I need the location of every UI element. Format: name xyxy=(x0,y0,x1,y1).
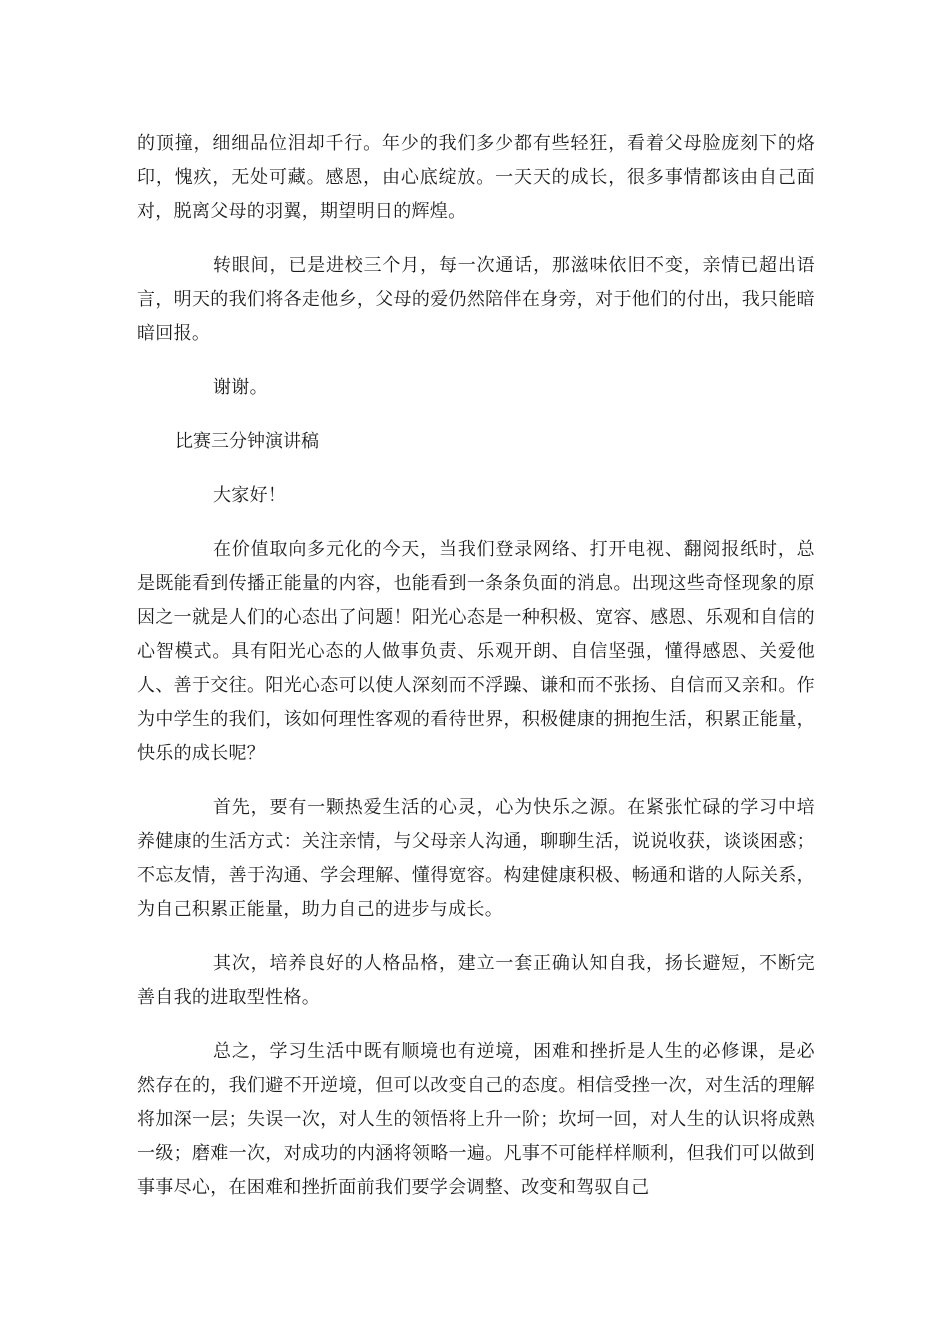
paragraph-first: 首先，要有一颗热爱生活的心灵，心为快乐之源。在紧张忙碌的学习中培养健康的生活方式：关注亲情，与父母亲人沟通，聊聊生活，说说收获，谈谈困惑；不忘友情，善于沟通、学会理解、懂得宽容。构建健康积极、畅通和谐的人际关系，为自己积累正能量，助力自己的进步与成长。 xyxy=(137,797,815,920)
paragraph-greeting: 大家好！ xyxy=(213,485,287,506)
paragraph-thanks: 谢谢。 xyxy=(213,377,268,398)
paragraph-second: 其次，培养良好的人格品格，建立一套正确认知自我，扬长避短，不断完善自我的进取型性格。 xyxy=(137,953,815,1008)
paragraph-sunny-mindset: 在价值取向多元化的今天，当我们登录网络、打开电视、翻阅报纸时，总是既能看到传播正能量的内容，也能看到一条条负面的消息。出现这些奇怪现象的原因之一就是人们的心态出了问题！阳光心态是一种积极、宽容、感恩、乐观和自信的心智模式。具有阳光心态的人做事负责、乐观开朗、自信坚强，懂得感恩、关爱他人、善于交往。阳光心态可以使人深刻而不浮躁、谦和而不张扬、自信而又亲和。作为中学生的我们，该如何理性客观的看待世界，积极健康的拥抱生活，积累正能量，快乐的成长呢？ xyxy=(137,539,815,764)
speech-title: 比赛三分钟演讲稿 xyxy=(175,431,319,452)
paragraph-conclusion: 总之，学习生活中既有顺境也有逆境，困难和挫折是人生的必修课，是必然存在的，我们避不开逆境，但可以改变自己的态度。相信受挫一次，对生活的理解将加深一层；失误一次，对人生的领悟将上升一阶；坎坷一回，对人生的认识将成熟一级；磨难一次，对成功的内涵将领略一遍。凡事不可能样样顺利，但我们可以做到事事尽心，在困难和挫折面前我们要学会调整、改变和驾驭自己 xyxy=(137,1041,815,1198)
paragraph-parents-love: 转眼间，已是进校三个月，每一次通话，那滋味依旧不变，亲情已超出语言，明天的我们将各走他乡，父母的爱仍然陪伴在身旁，对于他们的付出，我只能暗暗回报。 xyxy=(137,255,815,344)
paragraph-continuation: 的顶撞，细细品位泪却千行。年少的我们多少都有些轻狂，看着父母脸庞刻下的烙印，愧疚，无处可藏。感恩，由心底绽放。一天天的成长，很多事情都该由自己面对，脱离父母的羽翼，期望明日的辉煌。 xyxy=(137,133,815,222)
document-page xyxy=(137,127,815,1225)
